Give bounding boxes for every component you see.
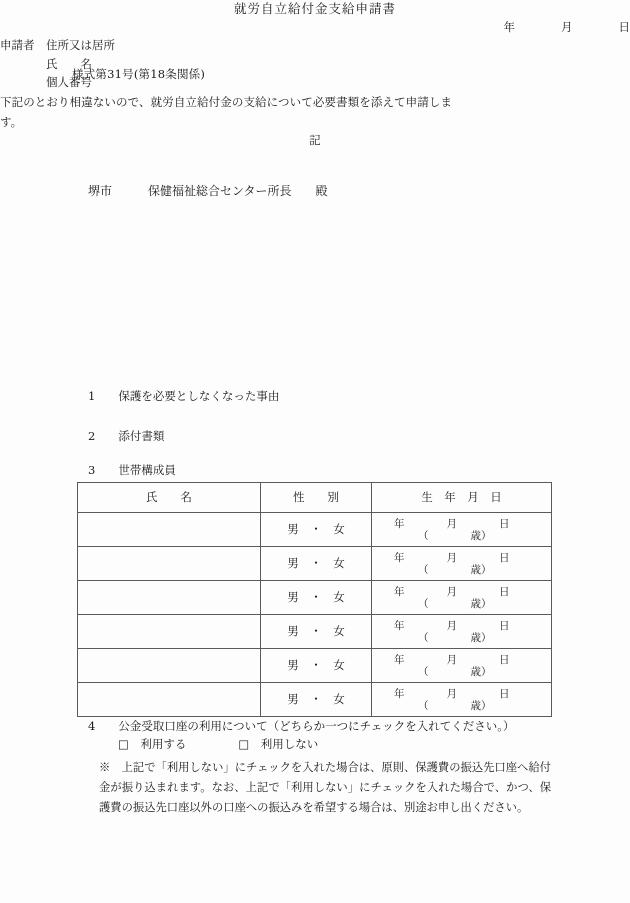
cell-gender[interactable]: 男 ・ 女 (261, 581, 372, 615)
ki-marker: 記 (309, 133, 321, 148)
applicant-block (0, 36, 630, 92)
checkbox-use-icon[interactable]: □ (118, 737, 129, 751)
body-paragraph (0, 92, 452, 132)
date-blank-line: 年 月 日 (503, 19, 630, 34)
age-blank: （ 歳） (418, 699, 492, 712)
cell-name[interactable] (78, 683, 261, 717)
checkbox-use-label[interactable]: 利用する (140, 737, 187, 751)
household-members-table (77, 482, 552, 717)
cell-birthdate[interactable] (372, 649, 552, 683)
list-item-4-public-account: 4 公金受取口座の利用について（どちらか一つにチェックを入れてください。） (88, 719, 515, 733)
table-header-row (78, 483, 552, 513)
cell-gender[interactable]: 男 ・ 女 (261, 683, 372, 717)
table-row (78, 683, 552, 717)
table-row (78, 615, 552, 649)
public-account-note (99, 758, 551, 817)
table-row (78, 649, 552, 683)
column-header-birthdate: 生 年 月 日 (372, 483, 552, 513)
birthdate-blank: 年 月 日 (394, 653, 510, 666)
birthdate-blank: 年 月 日 (394, 517, 510, 530)
cell-gender[interactable]: 男 ・ 女 (261, 547, 372, 581)
checkbox-use-label-space (129, 737, 141, 751)
note-mark-icon: ※ (99, 761, 111, 774)
checkbox-not-use-icon[interactable]: □ (238, 737, 250, 751)
birthdate-blank: 年 月 日 (394, 551, 510, 564)
applicant-mynumber-label: 個人番号 (0, 75, 92, 90)
age-blank: （ 歳） (418, 631, 492, 644)
table-row (78, 581, 552, 615)
birthdate-blank: 年 月 日 (394, 619, 510, 632)
note-text: 上記で「利用しない」にチェックを入れた場合は、原則、保護費の振込先口座へ給付金が振り込まれます。なお、上記で「利用しない」にチェックを入れた場合で、かつ、保護費の振込先口座以外の口座への振込みを希望する場合は、別途お申し出ください。 (99, 761, 551, 814)
table-row (78, 547, 552, 581)
body-paragraph-text: 下記のとおり相違ないので、就労自立給付金の支給について必要書類を添えて申請します。 (0, 94, 452, 129)
checkbox-not-use-label[interactable]: 利用しない (260, 737, 319, 751)
cell-name[interactable] (78, 615, 261, 649)
cell-name[interactable] (78, 581, 261, 615)
list-item-2-attachments: 2 添付書類 (88, 429, 165, 443)
cell-name[interactable] (78, 547, 261, 581)
table-row (78, 513, 552, 547)
birthdate-blank: 年 月 日 (394, 585, 510, 598)
birthdate-blank: 年 月 日 (394, 687, 510, 700)
cell-birthdate[interactable] (372, 513, 552, 547)
cell-birthdate[interactable] (372, 615, 552, 649)
age-blank: （ 歳） (418, 665, 492, 678)
cell-gender[interactable]: 男 ・ 女 (261, 513, 372, 547)
applicant-name-label: 氏 名 (0, 56, 92, 71)
applicant-address-label: 申請者 住所又は居所 (0, 38, 115, 52)
age-blank: （ 歳） (418, 529, 492, 542)
public-account-choice-group (118, 736, 318, 753)
cell-name[interactable] (78, 649, 261, 683)
cell-name[interactable] (78, 513, 261, 547)
form-number: 様式第31号(第18条関係) (72, 67, 206, 81)
column-header-name: 氏 名 (78, 483, 261, 513)
list-item-1-reason: 1 保護を必要としなくなった事由 (88, 389, 280, 403)
addressee-line: 堺市 保健福祉総合センター所長 殿 (88, 184, 328, 198)
column-header-gender: 性 別 (261, 483, 372, 513)
cell-gender[interactable]: 男 ・ 女 (261, 649, 372, 683)
cell-birthdate[interactable] (372, 581, 552, 615)
checkbox-not-use-label-space (249, 737, 261, 751)
list-item-3-household: 3 世帯構成員 (88, 463, 176, 477)
note-mark-space (110, 761, 121, 774)
cell-birthdate[interactable] (372, 683, 552, 717)
cell-birthdate[interactable] (372, 547, 552, 581)
age-blank: （ 歳） (418, 563, 492, 576)
age-blank: （ 歳） (418, 597, 492, 610)
page-title: 就労自立給付金支給申請書 (233, 1, 396, 16)
cell-gender[interactable]: 男 ・ 女 (261, 615, 372, 649)
